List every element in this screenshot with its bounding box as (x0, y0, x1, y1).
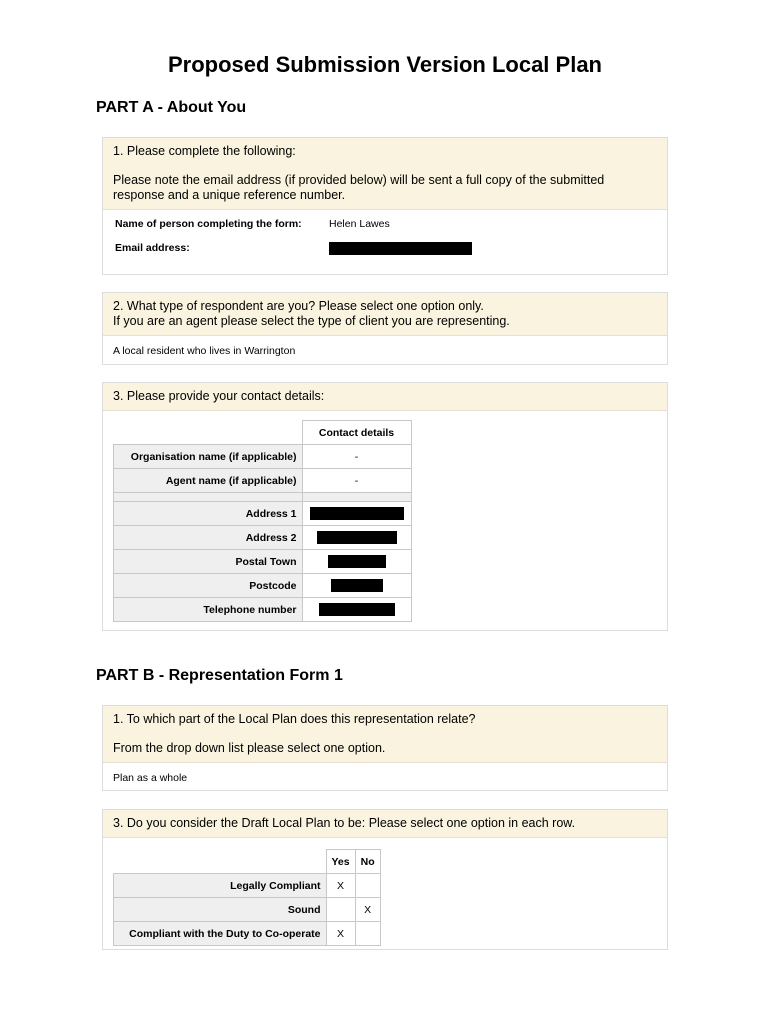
postcode-value (302, 574, 411, 598)
address2-value (302, 526, 411, 550)
postcode-redacted (331, 579, 383, 592)
postcode-label: Postcode (114, 574, 303, 598)
compliance-row-duty-to-cooperate (114, 922, 381, 946)
name-row (115, 218, 655, 242)
telephone-redacted (319, 603, 395, 616)
part-a-q2-answer: A local resident who lives in Warrington (113, 345, 296, 357)
part-a-q1-question: 1. Please complete the following: (113, 144, 296, 158)
telephone-label: Telephone number (114, 598, 303, 622)
part-b-q3-box (102, 809, 668, 950)
part-b-q1-box (102, 705, 668, 791)
telephone-value (302, 598, 411, 622)
legally-compliant-yes: X (326, 874, 355, 898)
contact-row-address1 (114, 502, 412, 526)
agent-label: Agent name (if applicable) (114, 469, 303, 493)
legally-compliant-no (355, 874, 380, 898)
part-a-q3-header (103, 383, 667, 411)
address2-label: Address 2 (114, 526, 303, 550)
duty-to-cooperate-yes: X (326, 922, 355, 946)
contact-row-postal-town (114, 550, 412, 574)
part-b-heading: PART B - Representation Form 1 (96, 667, 343, 684)
part-b-q3-header (103, 810, 667, 838)
part-a-q3-box (102, 382, 668, 631)
duty-to-cooperate-no (355, 922, 380, 946)
part-a-heading: PART A - About You (96, 99, 247, 116)
contact-spacer-row (114, 493, 412, 502)
sound-yes (326, 898, 355, 922)
part-a-q3-question: 3. Please provide your contact details: (113, 389, 325, 403)
part-a-q2-question-line2: If you are an agent please select the type of client you are representing. (113, 314, 510, 328)
postal-town-value (302, 550, 411, 574)
contact-row-telephone (114, 598, 412, 622)
contact-header-row (114, 421, 412, 445)
yes-header: Yes (326, 850, 355, 874)
compliance-table (113, 849, 381, 946)
contact-row-address2 (114, 526, 412, 550)
duty-to-cooperate-label: Compliant with the Duty to Co-operate (114, 922, 327, 946)
legally-compliant-label: Legally Compliant (114, 874, 327, 898)
name-value: Helen Lawes (329, 218, 390, 230)
document-title: Proposed Submission Version Local Plan (168, 52, 602, 77)
postal-town-redacted (328, 555, 386, 568)
part-a-q1-note: Please note the email address (if provided below) will be sent a full copy of the submitted response and a unique reference number. (113, 173, 605, 202)
compliance-header-row (114, 850, 381, 874)
part-b-q1-answer: Plan as a whole (113, 772, 188, 784)
contact-details-table (113, 420, 412, 622)
no-header: No (355, 850, 380, 874)
address1-redacted (310, 507, 404, 520)
address2-redacted (317, 531, 397, 544)
part-a-q2-header (103, 293, 667, 336)
contact-row-organisation (114, 445, 412, 469)
part-b-q1-instruction: From the drop down list please select one option. (113, 741, 386, 755)
contact-details-header: Contact details (302, 421, 411, 445)
address1-value (302, 502, 411, 526)
compliance-row-legally-compliant (114, 874, 381, 898)
part-a-q1-header (103, 138, 667, 210)
contact-row-agent (114, 469, 412, 493)
name-label: Name of person completing the form: (115, 218, 302, 230)
address1-label: Address 1 (114, 502, 303, 526)
part-b-q3-question: 3. Do you consider the Draft Local Plan to be: Please select one option in each row. (113, 816, 576, 830)
organisation-label: Organisation name (if applicable) (114, 445, 303, 469)
part-a-q2-box (102, 292, 668, 365)
part-b-q1-question: 1. To which part of the Local Plan does this representation relate? (113, 712, 476, 726)
part-a-q1-box (102, 137, 668, 275)
email-row (115, 242, 655, 266)
agent-value: - (302, 469, 411, 493)
compliance-row-sound (114, 898, 381, 922)
organisation-value: - (302, 445, 411, 469)
part-a-q1-fields (103, 210, 667, 270)
sound-label: Sound (114, 898, 327, 922)
part-b-q1-header (103, 706, 667, 763)
sound-no: X (355, 898, 380, 922)
postal-town-label: Postal Town (114, 550, 303, 574)
email-label: Email address: (115, 242, 190, 254)
part-a-q2-question-line1: 2. What type of respondent are you? Please select one option only. (113, 299, 484, 313)
contact-row-postcode (114, 574, 412, 598)
email-redacted (329, 242, 472, 255)
